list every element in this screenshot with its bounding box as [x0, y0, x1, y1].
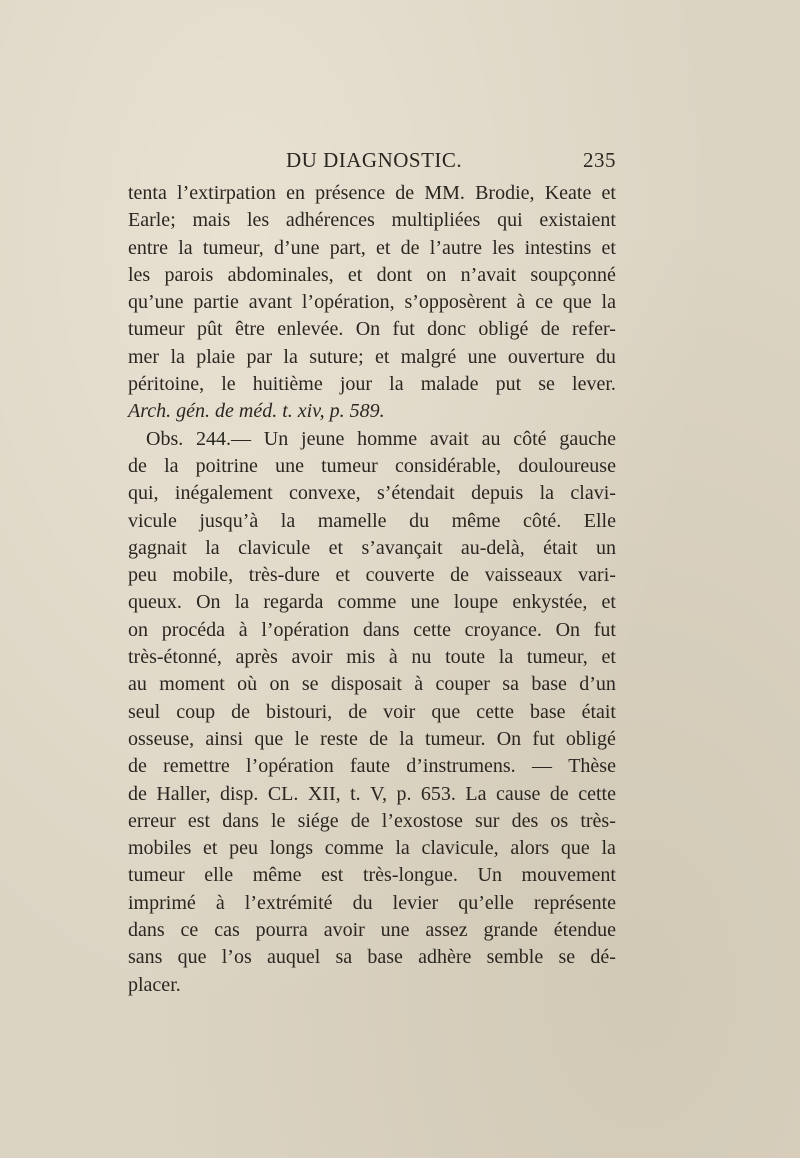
word: de [128, 755, 147, 778]
word: les [492, 236, 515, 259]
word: regarda [263, 591, 324, 614]
text-line [128, 480, 616, 507]
word: jusqu’à [199, 509, 259, 532]
text-line [128, 753, 616, 780]
word: les [128, 263, 151, 286]
word: de [231, 700, 251, 723]
word: on [269, 673, 290, 696]
word: erreur [128, 809, 176, 832]
word: vari- [578, 564, 616, 587]
word: couverte [365, 564, 435, 587]
word: remettre [163, 755, 230, 778]
word: l’opération, [301, 291, 395, 314]
word: sa [335, 946, 353, 969]
word: au-delà, [460, 536, 525, 559]
word: coup [176, 700, 216, 723]
word: ce [535, 291, 553, 314]
word: reste [320, 727, 358, 750]
word: put [495, 373, 522, 396]
word: même [451, 509, 501, 532]
word: On [496, 727, 522, 750]
word: osseuse, [128, 727, 195, 750]
text-line-final: placer. [128, 973, 181, 996]
word: Haller, [156, 782, 211, 805]
word: assez [425, 919, 468, 942]
text-line [128, 589, 616, 616]
body-text [128, 180, 616, 999]
text-line [128, 808, 616, 835]
word: une [380, 919, 410, 942]
word: ainsi [205, 727, 244, 750]
word: mobile, [172, 564, 234, 587]
word: la [389, 373, 404, 396]
word: d’un [579, 673, 616, 696]
word: la [178, 236, 193, 259]
word: clavi- [570, 482, 616, 505]
word: comme [337, 591, 397, 614]
word: pourra [255, 919, 308, 942]
text-line [128, 835, 616, 862]
running-head [128, 148, 616, 178]
word: et [374, 345, 390, 368]
word: était [543, 536, 578, 559]
word: même [252, 864, 302, 887]
word: La [465, 782, 487, 805]
word: On [555, 618, 581, 641]
word: auquel [266, 946, 321, 969]
word: Un [263, 427, 289, 450]
word: la [539, 482, 555, 505]
word: vicule [128, 509, 177, 532]
word: et [601, 236, 616, 259]
word: grande [483, 919, 538, 942]
word: une [275, 454, 304, 477]
word: faute [350, 755, 390, 778]
word: se [538, 373, 555, 396]
citation-line: Arch. gén. de méd. t. xiv, p. 589. [128, 400, 385, 423]
word: obligé [565, 727, 616, 750]
word: enkystée, [512, 591, 588, 614]
word: une [410, 591, 440, 614]
word: seul [128, 700, 161, 723]
word: parois [164, 263, 214, 286]
word: de [450, 564, 470, 587]
word: la [395, 837, 410, 860]
word: 244.— [196, 427, 252, 450]
word: la [170, 345, 185, 368]
word: l’opération [246, 755, 334, 778]
word: tumeur [128, 318, 185, 341]
word: au [128, 673, 147, 696]
word: le [294, 727, 309, 750]
word: et [376, 236, 391, 259]
word: longs [269, 837, 314, 860]
word: très-dure [248, 564, 320, 587]
word: et [335, 564, 350, 587]
word: dans [222, 809, 259, 832]
word: le [221, 373, 236, 396]
word: mais [192, 209, 231, 232]
word: clavicule, [421, 837, 499, 860]
word: être [234, 318, 265, 341]
word: et [601, 646, 616, 669]
word: p. [396, 782, 412, 805]
word: mobiles [128, 837, 192, 860]
word: cette [413, 618, 451, 641]
word: lever. [572, 373, 616, 396]
word: très- [580, 809, 616, 832]
word: ce [180, 919, 199, 942]
word: représente [533, 891, 616, 914]
word: et [203, 837, 218, 860]
word: fut [392, 318, 415, 341]
text-line [128, 262, 616, 289]
word: de [540, 318, 560, 341]
word: tenta [128, 182, 167, 204]
word: plaie [196, 345, 236, 368]
word: s’étendait [376, 482, 455, 505]
word: obligé [478, 318, 529, 341]
word: mamelle [317, 509, 387, 532]
word: cas [214, 919, 240, 942]
text-line [128, 781, 616, 808]
running-head-title: DU DIAGNOSTIC. [286, 148, 463, 172]
word: au [481, 427, 501, 450]
word: mer [128, 345, 160, 368]
word: de [128, 454, 147, 477]
word: tumeur, [202, 236, 264, 259]
word: la [283, 345, 298, 368]
word: moment [159, 673, 225, 696]
word: jour [339, 373, 373, 396]
word: levier [392, 891, 439, 914]
word: avoir [291, 646, 333, 669]
word: vaisseaux [484, 564, 563, 587]
text-line [128, 207, 616, 234]
word: s’avançait [361, 536, 443, 559]
word: disp. [220, 782, 259, 805]
word: l’extirpation [177, 182, 276, 204]
word: adhérences [285, 209, 375, 232]
word: présence [315, 182, 386, 204]
word: loupe [453, 591, 499, 614]
text-line [128, 726, 616, 753]
text-line [128, 944, 616, 971]
word: de [395, 182, 415, 204]
word: alors [510, 837, 550, 860]
word: siége [297, 809, 339, 832]
word: qui [497, 209, 523, 232]
word: était [581, 700, 616, 723]
word: qui, [128, 482, 159, 505]
word: Obs. [146, 427, 184, 450]
word: la [280, 509, 296, 532]
text-line [128, 344, 616, 371]
word: cette [476, 700, 514, 723]
word: la [601, 291, 616, 314]
word: à [238, 618, 248, 641]
word: côté. [522, 509, 562, 532]
word: bistouri, [266, 700, 333, 723]
word: V, [370, 782, 387, 805]
word: sur [475, 809, 500, 832]
word: des [511, 809, 539, 832]
word: fut [532, 727, 555, 750]
word: partie [193, 291, 239, 314]
text-line [128, 235, 616, 262]
page-number: 235 [583, 148, 616, 172]
word: Thèse [568, 755, 616, 778]
word: la [399, 727, 414, 750]
word: depuis [471, 482, 524, 505]
word: entre [128, 236, 168, 259]
word: qu’elle [458, 891, 514, 914]
word: Keate [544, 182, 592, 204]
word: se [558, 946, 576, 969]
text-line [128, 508, 616, 535]
word: poitrine [195, 454, 258, 477]
word: étendue [553, 919, 616, 942]
word: couper [435, 673, 490, 696]
text-line [128, 699, 616, 726]
word: mis [346, 646, 376, 669]
word: d’instrumens. [406, 755, 516, 778]
text-line [128, 562, 616, 589]
word: et [328, 536, 344, 559]
word: de [350, 809, 370, 832]
word: une [467, 345, 497, 368]
word: en [286, 182, 305, 204]
text-line [128, 453, 616, 480]
word: de [128, 782, 147, 805]
text-line [128, 180, 616, 207]
word: se [301, 673, 319, 696]
word: fut [593, 618, 616, 641]
word: t. [350, 782, 361, 805]
word: gauche [559, 427, 616, 450]
word: est [321, 864, 344, 887]
word: qu’une [128, 291, 184, 314]
word: la [164, 454, 179, 477]
word: que [254, 727, 284, 750]
word: l’opération [261, 618, 350, 641]
word: Elle [583, 509, 616, 532]
word: malade [420, 373, 479, 396]
word: croyance. [464, 618, 542, 641]
word: base [531, 673, 567, 696]
word: que [562, 291, 592, 314]
word: cause [495, 782, 541, 805]
word: à [215, 891, 225, 914]
word: et [601, 591, 616, 614]
word: MM. [424, 182, 465, 204]
word: douloureuse [518, 454, 616, 477]
word: par [246, 345, 273, 368]
word: la [498, 646, 514, 669]
word: nu [411, 646, 432, 669]
word: ouverture [507, 345, 585, 368]
word: du [595, 345, 616, 368]
word: donc [427, 318, 466, 341]
word: l’autre [429, 236, 482, 259]
word: dont [376, 263, 413, 286]
word: tumeur. [424, 727, 486, 750]
word: à [388, 646, 398, 669]
word: considérable, [394, 454, 502, 477]
word: semble [486, 946, 544, 969]
word: les [246, 209, 270, 232]
word: inégalement [174, 482, 273, 505]
word: base [530, 700, 566, 723]
word: intestins [524, 236, 592, 259]
word: jeune [301, 427, 345, 450]
text-line [128, 316, 616, 343]
word: cette [578, 782, 616, 805]
word: malgré [400, 345, 457, 368]
word: toute [445, 646, 486, 669]
word: — [531, 755, 552, 778]
word: procéda [161, 618, 226, 641]
word: pût [197, 318, 223, 341]
word: Brodie, [475, 182, 535, 204]
word: est [187, 809, 211, 832]
word: tumeur [321, 454, 378, 477]
word: que [560, 837, 590, 860]
word: multipliées [391, 209, 481, 232]
word: où [237, 673, 258, 696]
text-line [128, 917, 616, 944]
word: peu [128, 564, 157, 587]
word: adhère [418, 946, 472, 969]
word: On [196, 591, 221, 614]
word: mouvement [521, 864, 616, 887]
word: sa [502, 673, 519, 696]
word: un [595, 536, 616, 559]
word: côté [513, 427, 547, 450]
word: on [128, 618, 148, 641]
word: enlevée. [277, 318, 344, 341]
word: voir [383, 700, 416, 723]
word: après [235, 646, 278, 669]
text-line [128, 289, 616, 316]
word: soupçonné [530, 263, 616, 286]
word: 653. [420, 782, 456, 805]
word: très-étonné, [128, 646, 222, 669]
word: clavicule [238, 536, 311, 559]
word: CL. [267, 782, 299, 805]
word: sans [128, 946, 163, 969]
word: la [601, 837, 616, 860]
word: Un [477, 864, 502, 887]
word: de [348, 700, 368, 723]
word: n’avait [460, 263, 517, 286]
word: avant [248, 291, 293, 314]
word: queux. [128, 591, 182, 614]
word: peu [229, 837, 259, 860]
word: homme [357, 427, 418, 450]
word: dans [362, 618, 400, 641]
word: de [369, 727, 389, 750]
word: l’extrémité [244, 891, 333, 914]
observation-start-line [128, 426, 616, 453]
word: comme [324, 837, 384, 860]
word: d’une [273, 236, 320, 259]
text-line [128, 617, 616, 644]
word: péritoine, [128, 373, 205, 396]
word: tumeur [128, 864, 185, 887]
word: elle [204, 864, 234, 887]
word: imprimé [128, 891, 196, 914]
word: que [177, 946, 207, 969]
word: dé- [590, 946, 616, 969]
word: os [550, 809, 569, 832]
word: suture; [309, 345, 364, 368]
word: existaient [539, 209, 616, 232]
word: huitième [252, 373, 323, 396]
word: à [414, 673, 424, 696]
word: l’os [221, 946, 252, 969]
text-line [128, 671, 616, 698]
word: On [355, 318, 381, 341]
word: la [234, 591, 250, 614]
word: le [271, 809, 286, 832]
word: de [549, 782, 569, 805]
word: l’exostose [381, 809, 463, 832]
word: tumeur, [526, 646, 588, 669]
word: part, [329, 236, 366, 259]
word: et [347, 263, 363, 286]
word: que [431, 700, 461, 723]
text-line [128, 862, 616, 889]
word: à [516, 291, 526, 314]
word: Earle; [128, 209, 176, 232]
word: s’opposèrent [404, 291, 507, 314]
word: du [409, 509, 430, 532]
text-line [128, 890, 616, 917]
word: très-longue. [362, 864, 458, 887]
word: convexe, [288, 482, 361, 505]
word: XII, [307, 782, 341, 805]
word: de [400, 236, 420, 259]
word: on [426, 263, 447, 286]
word: avoir [323, 919, 365, 942]
word: base [367, 946, 403, 969]
word: dans [128, 919, 165, 942]
word: et [601, 182, 616, 204]
word: avait [429, 427, 469, 450]
text-line [128, 371, 616, 398]
word: gagnait [128, 536, 187, 559]
word: la [205, 536, 220, 559]
text-line [128, 535, 616, 562]
text-line [128, 644, 616, 671]
word: abdominales, [227, 263, 334, 286]
word: du [352, 891, 373, 914]
word: refer- [571, 318, 616, 341]
word: disposait [330, 673, 402, 696]
